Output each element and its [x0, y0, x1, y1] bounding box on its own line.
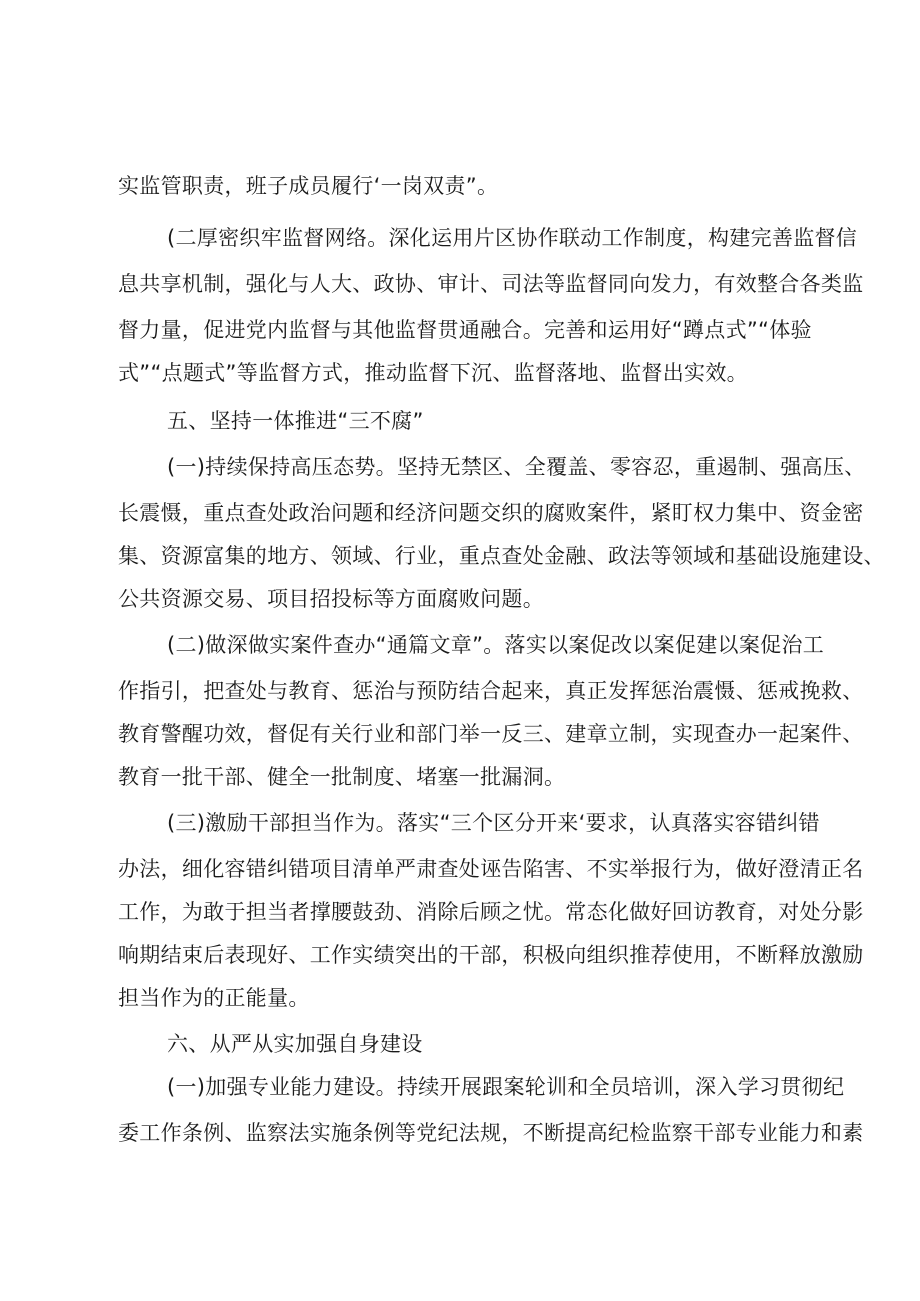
text-line: 委工作条例、监察法实施条例等党纪法规，不断提高纪检监察干部专业能力和素	[118, 1121, 864, 1145]
text-line: (二)做深做实案件查办“通篇文章”。落实以案促改以案促建以案促治工	[167, 633, 825, 657]
text-line: (一)持续保持高压态势。坚持无禁区、全覆盖、零容忍，重遏制、强高压、	[167, 455, 866, 479]
text-line: 教育警醒功效，督促有关行业和部门举一反三、建章立制，实现查办一起案件、	[118, 722, 864, 746]
text-line: 长震慑，重点查处政治问题和经济问题交织的腐败案件，紧盯权力集中、资金密	[118, 501, 864, 525]
text-line: 公共资源交易、项目招投标等方面腐败问题。	[118, 587, 544, 611]
text-line: 作指引，把查处与教育、惩治与预防结合起来，真正发挥惩治震慑、惩戒挽救、	[118, 679, 864, 703]
text-line: 息共享机制，强化与人大、政协、审计、司法等监督同向发力，有效整合各类监	[118, 272, 864, 296]
text-line: (二厚密织牢监督网络。深化运用片区协作联动工作制度，构建完善监督信	[167, 226, 858, 250]
text-line: 教育一批干部、健全一批制度、堵塞一批漏洞。	[118, 765, 566, 789]
text-line: 响期结束后表现好、工作实绩突出的干部，积极向组织推荐使用，不断释放激励	[118, 943, 864, 967]
text-line: 集、资源富集的地方、领域、行业，重点查处金融、政法等领域和基础设施建设、	[118, 544, 885, 568]
section-heading: 五、坚持一体推进“三不腐”	[167, 409, 424, 433]
text-line: 实监管职责，班子成员履行‘一岗双责”。	[118, 174, 499, 198]
text-line: 担当作为的正能量。	[118, 986, 310, 1010]
text-line: 督力量，促进党内监督与其他监督贯通融合。完善和运用好“蹲点式”“体验	[118, 318, 812, 342]
text-line: (三)激励干部担当作为。落实“三个区分开来‘要求，认真落实容错纠错	[167, 811, 820, 835]
text-line: (一)加强专业能力建设。持续开展跟案轮训和全员培训，深入学习贯彻纪	[167, 1075, 845, 1099]
text-line: 办法，细化容错纠错项目清单严肃查处诬告陷害、不实举报行为，做好澄清正名	[118, 857, 864, 881]
text-line: 式”“点题式”等监督方式，推动监督下沉、监督落地、监督出实效。	[118, 361, 748, 385]
section-heading: 六、从严从实加强自身建设	[167, 1032, 423, 1056]
text-line: 工作，为敢于担当者撑腰鼓劲、消除后顾之忧。常态化做好回访教育，对处分影	[118, 900, 864, 924]
